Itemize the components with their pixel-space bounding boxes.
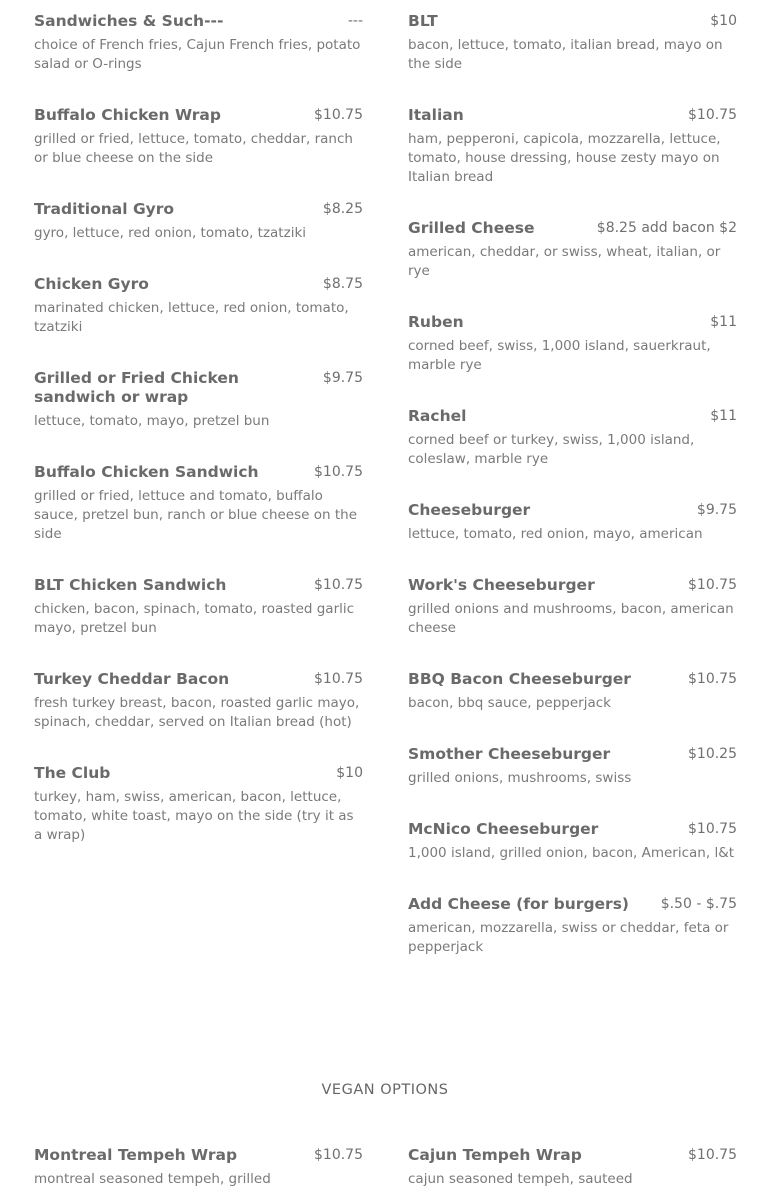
item-description: american, cheddar, or swiss, wheat, italian, or rye	[408, 244, 721, 279]
item-description: gyro, lettuce, red onion, tomato, tzatziki	[34, 225, 307, 241]
item-description: fresh turkey breast, bacon, roasted garlic mayo, spinach, cheddar, served on Italian bread (hot)	[34, 695, 360, 730]
menu-item	[34, 200, 363, 243]
menu-item	[34, 463, 363, 544]
menu-item	[34, 576, 363, 638]
vegan-section-title: VEGAN OPTIONS	[321, 1082, 449, 1098]
item-name: BLT Chicken Sandwich	[34, 576, 227, 594]
item-name: Rachel	[408, 407, 467, 425]
item-description: montreal seasoned tempeh, grilled	[34, 1171, 271, 1187]
item-price: $10.25	[688, 746, 737, 762]
menu-item	[408, 820, 737, 863]
item-description: cajun seasoned tempeh, sauteed	[408, 1171, 633, 1187]
item-price: $10.75	[688, 671, 737, 687]
item-description: lettuce, tomato, red onion, mayo, american	[408, 526, 703, 542]
menu-item	[408, 106, 737, 187]
menu-item	[408, 576, 737, 638]
menu-item	[34, 12, 363, 74]
item-price: $10	[336, 765, 363, 781]
item-description: bacon, lettuce, tomato, italian bread, mayo on the side	[408, 37, 723, 72]
item-price: $9.75	[696, 502, 737, 518]
item-name: Cheeseburger	[408, 501, 531, 519]
menu-item	[408, 407, 737, 469]
item-description: bacon, bbq sauce, pepperjack	[408, 695, 611, 711]
item-name: Work's Cheeseburger	[408, 576, 595, 594]
item-price: $10.75	[314, 1147, 363, 1163]
item-description: grilled onions and mushrooms, bacon, american cheese	[408, 601, 734, 636]
menu-item	[408, 895, 737, 957]
item-name: Cajun Tempeh Wrap	[408, 1146, 582, 1164]
item-name: Buffalo Chicken Sandwich	[34, 463, 259, 481]
item-name: The Club	[34, 764, 111, 782]
menu-item	[34, 764, 363, 845]
item-name: Buffalo Chicken Wrap	[34, 106, 221, 124]
menu-item	[34, 275, 363, 337]
menu-item	[408, 219, 737, 281]
menu-item	[408, 501, 737, 544]
item-price: $10.75	[688, 1147, 737, 1163]
menu-item	[34, 369, 363, 431]
item-name: Italian	[408, 106, 464, 124]
left-menu-column	[34, 12, 363, 877]
menu-item	[408, 670, 737, 713]
item-price: ---	[347, 13, 363, 29]
item-description: grilled or fried, lettuce, tomato, cheddar, ranch or blue cheese on the side	[34, 131, 353, 166]
item-description: choice of French fries, Cajun French fries, potato salad or O-rings	[34, 37, 361, 72]
menu-item	[408, 12, 737, 74]
menu-item	[34, 106, 363, 168]
item-description: ham, pepperoni, capicola, mozzarella, lettuce, tomato, house dressing, house zesty mayo on Italian bread	[408, 131, 721, 185]
item-name: McNico Cheeseburger	[408, 820, 599, 838]
item-name: Montreal Tempeh Wrap	[34, 1146, 238, 1164]
item-name: Sandwiches & Such---	[34, 12, 224, 30]
item-name: Chicken Gyro	[34, 275, 149, 293]
menu-item	[408, 313, 737, 375]
item-description: 1,000 island, grilled onion, bacon, American, l&t	[408, 845, 735, 861]
item-price: $8.25	[322, 201, 363, 217]
item-name: Smother Cheeseburger	[408, 745, 611, 763]
item-name: BBQ Bacon Cheeseburger	[408, 670, 631, 688]
item-price: $10.75	[688, 577, 737, 593]
item-price: $8.25 add bacon $2	[596, 220, 737, 236]
item-price: $10.75	[314, 577, 363, 593]
item-description: grilled onions, mushrooms, swiss	[408, 770, 632, 786]
item-name: Traditional Gyro	[34, 200, 175, 218]
item-price: $11	[710, 314, 737, 330]
item-price: $.50 - $.75	[660, 896, 737, 912]
item-description: turkey, ham, swiss, american, bacon, lettuce, tomato, white toast, mayo on the side (try it as a wrap)	[34, 789, 354, 843]
menu-item	[408, 745, 737, 788]
item-description: corned beef or turkey, swiss, 1,000 island, coleslaw, marble rye	[408, 432, 695, 467]
item-name: Grilled or Fried Chicken sandwich or wrap	[34, 369, 239, 406]
item-name: Turkey Cheddar Bacon	[34, 670, 230, 688]
item-description: american, mozzarella, swiss or cheddar, feta or pepperjack	[408, 920, 729, 955]
item-price: $11	[710, 408, 737, 424]
item-price: $10	[710, 13, 737, 29]
item-price: $10.75	[314, 671, 363, 687]
right-menu-column	[408, 12, 737, 989]
item-price: $8.75	[322, 276, 363, 292]
item-name: BLT	[408, 12, 438, 30]
item-description: lettuce, tomato, mayo, pretzel bun	[34, 413, 270, 429]
item-description: marinated chicken, lettuce, red onion, tomato, tzatziki	[34, 300, 349, 335]
item-name: Add Cheese (for burgers)	[408, 895, 630, 913]
item-description: grilled or fried, lettuce and tomato, buffalo sauce, pretzel bun, ranch or blue cheese on the side	[34, 488, 357, 542]
item-price: $10.75	[314, 464, 363, 480]
vegan-menu-item	[34, 1146, 363, 1189]
vegan-menu-item	[408, 1146, 737, 1189]
item-name: Ruben	[408, 313, 464, 331]
item-name: Grilled Cheese	[408, 219, 535, 237]
menu-item	[34, 670, 363, 732]
item-price: $10.75	[688, 107, 737, 123]
item-price: $10.75	[688, 821, 737, 837]
item-description: corned beef, swiss, 1,000 island, sauerkraut, marble rye	[408, 338, 711, 373]
item-price: $9.75	[322, 370, 363, 386]
item-description: chicken, bacon, spinach, tomato, roasted garlic mayo, pretzel bun	[34, 601, 355, 636]
item-price: $10.75	[314, 107, 363, 123]
